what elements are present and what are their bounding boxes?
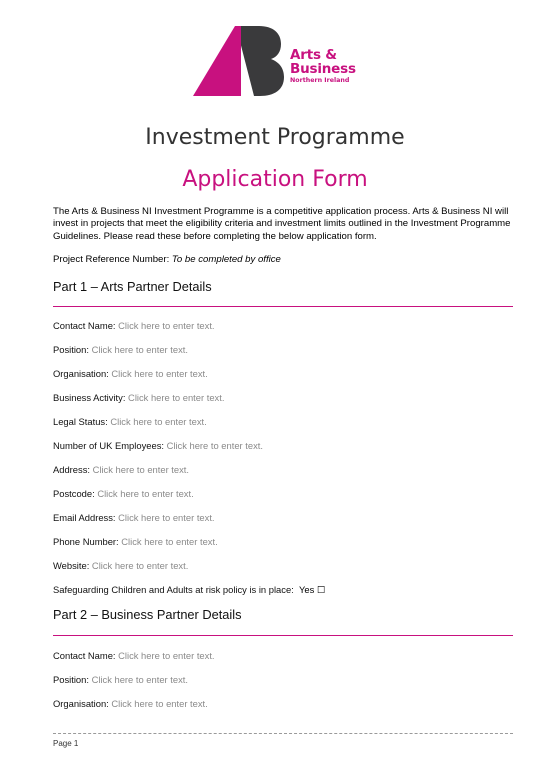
field-label: Legal Status: (53, 416, 108, 427)
safeguarding-label: Safeguarding Children and Adults at risk policy is in place: (53, 584, 294, 595)
safeguarding-yes-checkbox[interactable]: ☐ (316, 585, 326, 596)
field-label: Number of UK Employees: (53, 440, 164, 451)
footer-divider (53, 733, 513, 734)
arts-position-field[interactable] (53, 344, 188, 355)
field-label: Business Activity: (53, 392, 126, 403)
arts-business-activity-field[interactable] (53, 392, 224, 403)
field-label: Position: (53, 674, 89, 685)
business-organisation-field[interactable] (53, 698, 208, 709)
field-label: Contact Name: (53, 650, 116, 661)
arts-uk-employees-field[interactable] (53, 440, 263, 451)
arts-contact-name-field[interactable] (53, 320, 215, 331)
arts-address-field[interactable] (53, 464, 189, 475)
logo-b-shape (236, 26, 284, 96)
field-value[interactable]: Click here to enter text. (91, 674, 188, 685)
arts-website-field[interactable] (53, 560, 188, 571)
page-subtitle: Application Form (182, 167, 368, 192)
field-label: Email Address: (53, 512, 116, 523)
field-label: Website: (53, 560, 90, 571)
business-position-field[interactable] (53, 674, 188, 685)
part2-heading: Part 2 – Business Partner Details (53, 607, 242, 622)
business-contact-name-field[interactable] (53, 650, 215, 661)
field-value[interactable]: Click here to enter text. (128, 392, 225, 403)
arts-legal-status-field[interactable] (53, 416, 207, 427)
part1-heading: Part 1 – Arts Partner Details (53, 279, 212, 294)
project-reference (53, 254, 281, 265)
field-label: Organisation: (53, 368, 109, 379)
field-value[interactable]: Click here to enter text. (121, 536, 218, 547)
project-reference-value: To be completed by office (171, 254, 281, 265)
field-value[interactable]: Click here to enter text. (97, 488, 194, 499)
arts-phone-field[interactable] (53, 536, 218, 547)
safeguarding-option-label: Yes (298, 584, 315, 595)
part1-divider (53, 306, 513, 307)
field-value[interactable]: Click here to enter text. (118, 650, 215, 661)
field-value[interactable]: Click here to enter text. (92, 464, 190, 475)
logo-line-region: Northern Ireland (290, 77, 350, 84)
field-value[interactable]: Click here to enter text. (118, 512, 215, 523)
part2-divider (53, 635, 513, 636)
field-label: Address: (53, 464, 90, 475)
page-number: Page 1 (53, 739, 79, 748)
field-label: Organisation: (53, 698, 109, 709)
field-value[interactable]: Click here to enter text. (118, 320, 215, 331)
safeguarding-policy-field (53, 584, 325, 596)
project-reference-label: Project Reference Number: (53, 254, 170, 265)
logo-line-business: Business (290, 61, 356, 77)
field-value[interactable]: Click here to enter text. (111, 698, 208, 709)
field-value[interactable]: Click here to enter text. (166, 440, 263, 451)
logo-line-arts: Arts & (290, 47, 337, 63)
field-value[interactable]: Click here to enter text. (110, 416, 207, 427)
arts-email-field[interactable] (53, 512, 215, 523)
intro-paragraph: The Arts & Business NI Investment Programme is a competitive application process. Arts & Business NI will invest in projects that meet the eligibility criteria and investment limits outlined in the Investment Programme Guidelines. Please read these before completing the below application form. (53, 206, 511, 242)
field-label: Contact Name: (53, 320, 116, 331)
field-label: Phone Number: (53, 536, 119, 547)
logo-a-shape (193, 26, 241, 96)
field-value[interactable]: Click here to enter text. (91, 560, 189, 571)
page-title: Investment Programme (145, 125, 405, 150)
arts-postcode-field[interactable] (53, 488, 194, 499)
field-label: Position: (53, 344, 89, 355)
field-value[interactable]: Click here to enter text. (111, 368, 208, 379)
logo-wordmark (290, 48, 356, 85)
field-label: Postcode: (53, 488, 95, 499)
field-value[interactable]: Click here to enter text. (91, 344, 188, 355)
arts-organisation-field[interactable] (53, 368, 208, 379)
